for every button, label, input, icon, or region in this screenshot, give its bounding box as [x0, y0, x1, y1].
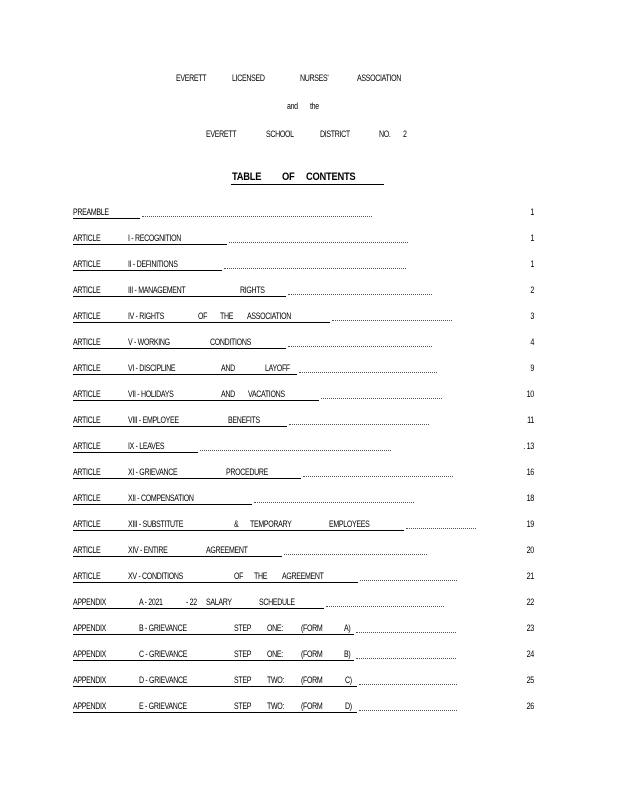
toc-entry-underline — [73, 556, 282, 557]
toc-leader-dots — [360, 580, 457, 581]
header-word: LICENSED — [232, 73, 265, 83]
toc-title-word: CONTENTS — [306, 171, 356, 183]
toc-page-number: 2 — [530, 285, 534, 295]
toc-entry-text: TWO: — [267, 701, 285, 711]
toc-page-number: 10 — [526, 389, 534, 399]
toc-leader-dots — [288, 294, 432, 295]
toc-entry-text: AGREEMENT — [282, 571, 324, 581]
toc-page-number: 16 — [526, 467, 534, 477]
toc-page-number: 19 — [526, 519, 534, 529]
toc-entry-text: ARTICLE — [73, 233, 101, 243]
toc-leader-dots — [359, 684, 457, 685]
toc-entry-text: AND — [221, 363, 235, 373]
toc-title-word: OF — [282, 171, 295, 183]
toc-entry-text: A - 2021 — [139, 597, 163, 607]
toc-entry-underline — [73, 608, 324, 609]
toc-entry-text: ARTICLE — [73, 571, 101, 581]
toc-entry-text: APPENDIX — [73, 649, 107, 659]
toc-page-number: 22 — [526, 597, 534, 607]
toc-entry-text: ARTICLE — [73, 493, 101, 503]
toc-entry-text: ARTICLE — [73, 441, 101, 451]
header-word: 2 — [403, 129, 407, 139]
toc-entry-text: TWO: — [267, 675, 285, 685]
toc-entry-text: APPENDIX — [73, 623, 107, 633]
toc-entry-text: RIGHTS — [240, 285, 265, 295]
toc-title-word: TABLE — [232, 171, 262, 183]
toc-entry[interactable] — [0, 700, 618, 714]
header-word: the — [310, 101, 319, 111]
toc-entry-text: PREAMBLE — [73, 207, 109, 217]
toc-entry-underline — [73, 348, 286, 349]
toc-entry-text: CONDITIONS — [210, 337, 251, 347]
toc-entry-text: TEMPORARY — [250, 519, 292, 529]
toc-entry-text: VI - DISCIPLINE — [128, 363, 176, 373]
toc-entry-text: ONE: — [267, 623, 283, 633]
toc-entry-text: PROCEDURE — [226, 467, 269, 477]
toc-entry-text: SCHEDULE — [259, 597, 295, 607]
toc-page-number: 20 — [526, 545, 534, 555]
toc-page-number: 23 — [526, 623, 534, 633]
toc-page-number: 1 — [530, 259, 534, 269]
toc-leader-dots — [200, 450, 391, 451]
toc-entry-text: XII - COMPENSATION — [128, 493, 194, 503]
toc-entry-text: C - GRIEVANCE — [139, 649, 188, 659]
toc-entry-underline — [73, 426, 287, 427]
toc-entry-text: ARTICLE — [73, 389, 101, 399]
toc-entry-text: VIII - EMPLOYEE — [128, 415, 179, 425]
toc-entry-text: STEP — [234, 701, 252, 711]
toc-entry-text: EMPLOYEES — [329, 519, 370, 529]
toc-entry[interactable] — [0, 648, 618, 662]
toc-entry-text: STEP — [234, 675, 252, 685]
toc-entry-text: ARTICLE — [73, 363, 101, 373]
toc-entry-underline — [73, 296, 286, 297]
toc-entry-text: VACATIONS — [248, 389, 285, 399]
toc-entry-text: ARTICLE — [73, 311, 101, 321]
toc-leader-dots — [299, 372, 437, 373]
toc-entry-text: ARTICLE — [73, 259, 101, 269]
toc-entry-text: (FORM — [301, 649, 323, 659]
toc-entry[interactable] — [0, 284, 618, 298]
toc-page-number: 18 — [526, 493, 534, 503]
toc-leader-dots — [254, 502, 414, 503]
toc-page-number: 21 — [526, 571, 534, 581]
toc-entry-underline — [73, 374, 297, 375]
toc-entry-text: APPENDIX — [73, 701, 107, 711]
header-word: SCHOOL — [266, 129, 294, 139]
header-word: EVERETT — [206, 129, 237, 139]
toc-entry-text: THE — [254, 571, 268, 581]
toc-entry-text: B) — [344, 649, 351, 659]
toc-entry-text: & — [234, 519, 239, 529]
toc-leader-dots — [359, 710, 457, 711]
toc-entry-text: D - GRIEVANCE — [139, 675, 188, 685]
toc-entry[interactable] — [0, 674, 618, 688]
toc-entry-text: C) — [345, 675, 352, 685]
toc-entry-text: XV - CONDITIONS — [128, 571, 184, 581]
header-word: NO. — [379, 129, 391, 139]
toc-entry-text: ARTICLE — [73, 337, 101, 347]
toc-leader-dots — [356, 632, 456, 633]
toc-entry-text: XI - GRIEVANCE — [128, 467, 178, 477]
toc-entry[interactable] — [0, 570, 618, 584]
toc-entry-text: B - GRIEVANCE — [139, 623, 187, 633]
toc-entry[interactable] — [0, 206, 618, 220]
toc-entry-text: XIV - ENTIRE — [128, 545, 168, 555]
toc-page-number: 25 — [526, 675, 534, 685]
toc-entry-text: ARTICLE — [73, 467, 101, 477]
header-word: and — [287, 101, 298, 111]
toc-leader-dots — [332, 320, 452, 321]
toc-entry-text: I - RECOGNITION — [128, 233, 182, 243]
toc-entry-text: IV - RIGHTS — [128, 311, 164, 321]
toc-leader-dots — [284, 554, 427, 555]
toc-leader-dots — [224, 268, 406, 269]
toc-entry-text: IX - LEAVES — [128, 441, 165, 451]
toc-entry-underline — [73, 478, 301, 479]
toc-page-number: 26 — [526, 701, 534, 711]
toc-page-number: 1 — [530, 207, 534, 217]
toc-entry-text: AGREEMENT — [206, 545, 248, 555]
toc-entry-underline — [73, 634, 354, 635]
header-word: EVERETT — [176, 73, 207, 83]
toc-page-number: 24 — [526, 649, 534, 659]
toc-entry-text: BENEFITS — [228, 415, 260, 425]
toc-entry-text: AND — [221, 389, 235, 399]
toc-entry-text: (FORM — [301, 623, 323, 633]
toc-leader-dots — [406, 528, 476, 529]
toc-entry-text: (FORM — [301, 701, 323, 711]
toc-entry-text: OF — [198, 311, 208, 321]
toc-page-number: 4 — [530, 337, 534, 347]
toc-leader-dots — [321, 398, 442, 399]
toc-entry-underline — [73, 686, 357, 687]
header-word: ASSOCIATION — [357, 73, 402, 83]
toc-entry-text: VII - HOLIDAYS — [128, 389, 174, 399]
toc-page-number: 11 — [527, 415, 534, 425]
toc-entry-text: ARTICLE — [73, 545, 101, 555]
toc-entry-underline — [73, 660, 354, 661]
toc-entry-text: APPENDIX — [73, 597, 107, 607]
header-word: NURSES' — [300, 73, 329, 83]
toc-leader-dots — [288, 346, 432, 347]
toc-entry[interactable] — [0, 544, 618, 558]
toc-entry-underline — [73, 712, 357, 713]
toc-entry[interactable] — [0, 232, 618, 246]
toc-entry[interactable] — [0, 310, 618, 324]
toc-leader-dots — [229, 242, 408, 243]
toc-entry-text: ASSOCIATION — [247, 311, 292, 321]
toc-leader-dots — [303, 476, 453, 477]
toc-entry-underline — [73, 452, 198, 453]
toc-entry-text: ARTICLE — [73, 519, 101, 529]
toc-entry-underline — [73, 400, 319, 401]
toc-entry-text: SALARY — [206, 597, 232, 607]
toc-entry-underline — [73, 504, 252, 505]
toc-entry[interactable] — [0, 518, 618, 532]
toc-entry[interactable] — [0, 258, 618, 272]
toc-page-number: 9 — [530, 363, 534, 373]
toc-entry-underline — [73, 322, 330, 323]
toc-entry-text: D) — [345, 701, 352, 711]
toc-entry-text: APPENDIX — [73, 675, 107, 685]
toc-entry[interactable] — [0, 362, 618, 376]
toc-entry-text: ARTICLE — [73, 285, 101, 295]
toc-leader-dots — [326, 606, 444, 607]
toc-entry-text: ONE: — [267, 649, 283, 659]
toc-page-number: 3 — [530, 311, 534, 321]
toc-title-underline — [231, 184, 384, 185]
toc-entry-underline — [73, 270, 222, 271]
toc-entry[interactable] — [0, 622, 618, 636]
toc-entry-underline — [73, 218, 140, 219]
toc-entry-text: II - DEFINITIONS — [128, 259, 178, 269]
toc-entry-underline — [73, 244, 227, 245]
toc-entry[interactable] — [0, 596, 618, 610]
toc-entry-underline — [73, 582, 358, 583]
toc-entry-text: E - GRIEVANCE — [139, 701, 187, 711]
toc-entry[interactable] — [0, 440, 618, 454]
toc-entry-underline — [73, 530, 404, 531]
toc-entry[interactable] — [0, 492, 618, 506]
toc-entry[interactable] — [0, 336, 618, 350]
toc-leader-dots — [356, 658, 456, 659]
toc-leader-dots — [142, 216, 372, 217]
toc-entry-text: III - MANAGEMENT — [128, 285, 186, 295]
toc-entry-text: THE — [220, 311, 234, 321]
toc-entry-text: XIII - SUBSTITUTE — [128, 519, 184, 529]
toc-entry-text: STEP — [234, 649, 252, 659]
toc-entry[interactable] — [0, 414, 618, 428]
toc-entry-text: V - WORKING — [128, 337, 170, 347]
toc-entry-text: ARTICLE — [73, 415, 101, 425]
toc-entry-text: LAYOFF — [265, 363, 290, 373]
toc-leader-dots — [289, 424, 429, 425]
toc-entry-text: OF — [234, 571, 244, 581]
header-word: DISTRICT — [320, 129, 350, 139]
toc-entry-text: - 22 — [186, 597, 197, 607]
toc-entry-text: (FORM — [301, 675, 323, 685]
toc-entry[interactable] — [0, 388, 618, 402]
toc-entry-text: A) — [344, 623, 351, 633]
toc-entry-text: STEP — [234, 623, 252, 633]
toc-entry[interactable] — [0, 466, 618, 480]
toc-page-number: . 13 — [523, 441, 534, 451]
toc-page-number: 1 — [530, 233, 534, 243]
